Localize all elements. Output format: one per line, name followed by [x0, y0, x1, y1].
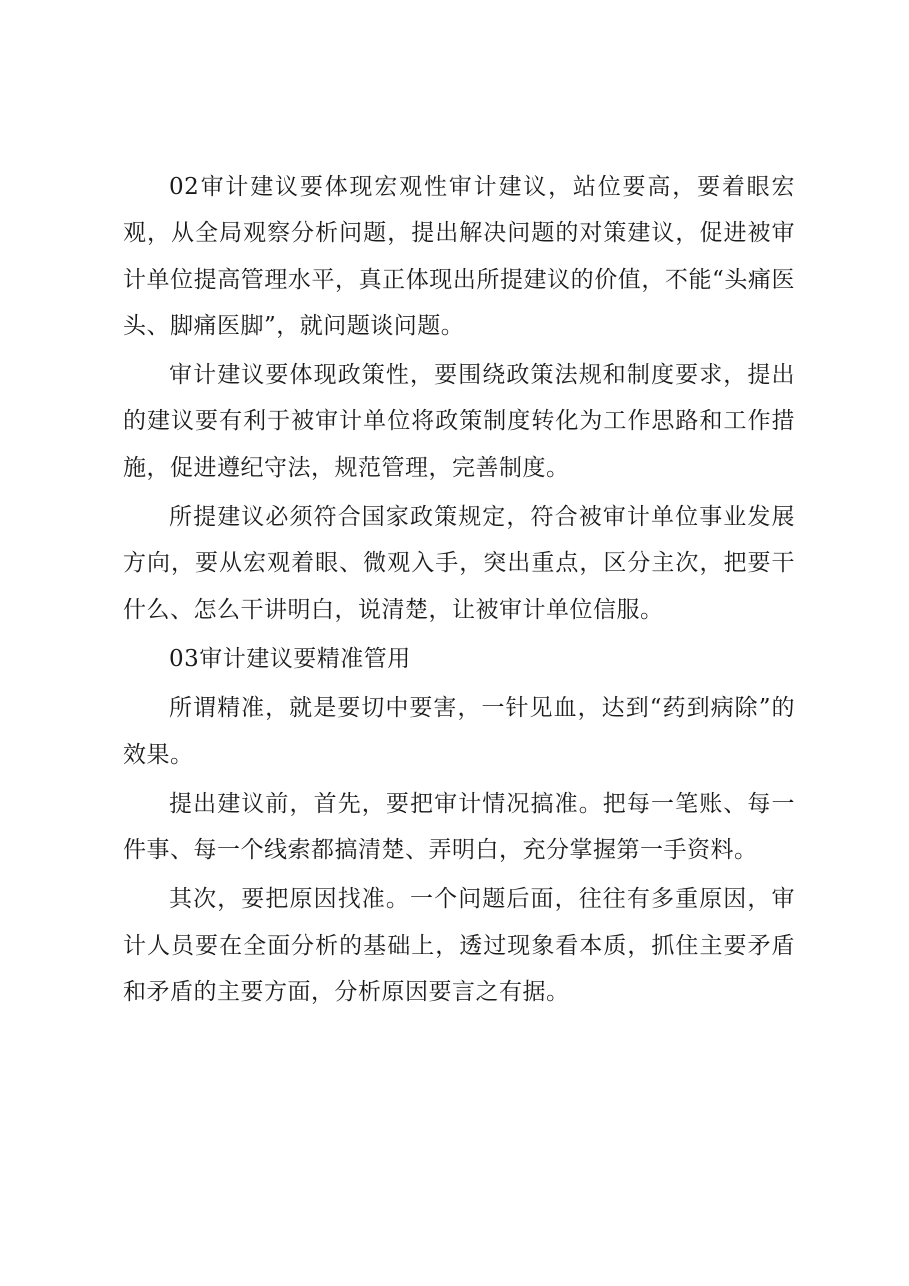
paragraph-second-step: 其次，要把原因找准。一个问题后面，往往有多重原因，审计人员要在全面分析的基础上，透过现象看本质，抓住主要矛盾和矛盾的主要方面，分析原因要言之有据。 [123, 886, 795, 1006]
paragraph-section-02-macro: 02审计建议要体现宏观性审计建议，站位要高，要着眼宏观，从全局观察分析问题，提出解决问题的对策建议，促进被审计单位提高管理水平，真正体现出所提建议的价值，不能“头痛医头、脚痛医脚”，就问题谈问题。 [123, 174, 795, 339]
paragraph-precision: 所谓精准，就是要切中要害，一针见血，达到“药到病除”的效果。 [123, 695, 795, 768]
paragraph-first-step: 提出建议前，首先，要把审计情况搞准。把每一笔账、每一件事、每一个线索都搞清楚、弄明白，充分掌握第一手资料。 [123, 790, 795, 864]
section-heading-03: 03审计建议要精准管用 [169, 645, 411, 672]
paragraph-national-policy: 所提建议必须符合国家政策规定，符合被审计单位事业发展方向，要从宏观着眼、微观入手，突出重点，区分主次，把要干什么、怎么干讲明白，说清楚，让被审计单位信服。 [123, 504, 795, 623]
paragraph-policy: 审计建议要体现政策性，要围绕政策法规和制度要求，提出的建议要有利于被审计单位将政策制度转化为工作思路和工作措施，促进遵纪守法，规范管理，完善制度。 [123, 362, 795, 481]
document-body [123, 164, 795, 1018]
